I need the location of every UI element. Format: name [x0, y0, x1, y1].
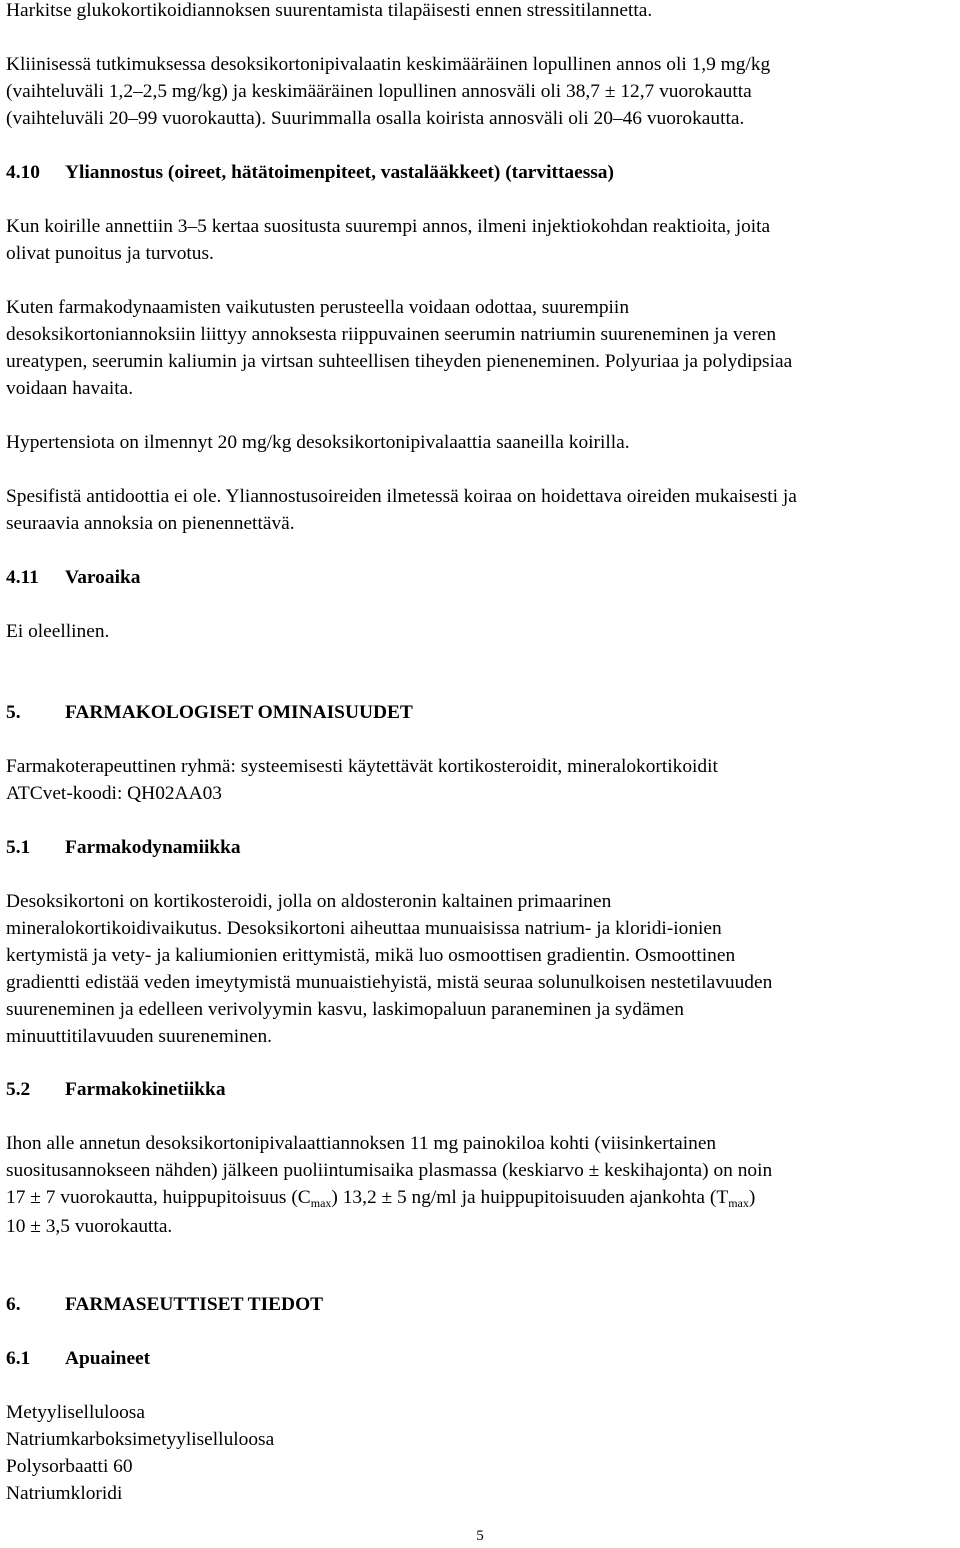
text-line: (vaihteluväli 1,2–2,5 mg/kg) ja keskimääräinen lopullinen annosväli oli 38,7 ± 12,7 vuorokautta: [6, 81, 752, 102]
section-heading-4-11: [6, 564, 960, 591]
section-number: 5.2: [6, 1079, 31, 1100]
overdose-paragraph-1: [6, 213, 960, 267]
page-number: 5: [476, 1528, 484, 1544]
text-line: suositusannokseen nähden) jälkeen puoliintumisaika plasmassa (keskiarvo ± keskihajonta) on noin: [6, 1160, 773, 1181]
section-heading-6: [6, 1291, 960, 1318]
text-line: kertymistä ja vety- ja kaliumionien erittymistä, mikä luo osmoottisen gradientin. Osmoottinen: [6, 945, 736, 966]
section-title: Varoaika: [65, 567, 141, 588]
section-title: Farmakodynamiikka: [65, 837, 241, 858]
section-number: 4.11: [6, 567, 39, 588]
overdose-paragraph-3: [6, 429, 960, 456]
section-number: 5.: [6, 702, 21, 723]
text-line: gradientti edistää veden imeytymistä munuaistiehyistä, mistä seuraa solunulkoisen nestetilavuuden: [6, 972, 773, 993]
subscript: max: [728, 1196, 749, 1210]
pharmacodynamics-paragraph: [6, 888, 960, 1050]
text-line: 10 ± 3,5 vuorokautta.: [6, 1216, 173, 1237]
section-title: Yliannostus (oireet, hätätoimenpiteet, vastalääkkeet) (tarvittaessa): [65, 162, 614, 183]
text-line: Kun koirille annettiin 3–5 kertaa suositusta suurempi annos, ilmeni injektiokohdan reaktioita, joita: [6, 216, 771, 237]
text-line: Kliinisessä tutkimuksessa desoksikortonipivalaatin keskimääräinen lopullinen annos oli 1,9 mg/kg: [6, 54, 771, 75]
text-line: ureatypen, seerumin kaliumin ja virtsan suhteellisen tiheyden pieneneminen. Polyuriaa ja polydipsiaa: [6, 351, 793, 372]
text-line: Spesifistä antidoottia ei ole. Yliannostusoireiden ilmetessä koiraa on hoidettava oireiden mukaisesti ja: [6, 486, 797, 507]
section-heading-5-2: [6, 1076, 960, 1103]
clinical-study-paragraph: [6, 51, 960, 132]
text-line: Hypertensiota on ilmennyt 20 mg/kg desoksikortonipivalaattia saaneilla koirilla.: [6, 432, 630, 453]
text-line: Harkitse glukokortikoidiannoksen suurentamista tilapäisesti ennen stressitilannetta.: [6, 0, 653, 21]
section-heading-5: [6, 699, 960, 726]
text-line: [6, 1184, 960, 1213]
overdose-paragraph-4: [6, 483, 960, 537]
list-item: Polysorbaatti 60: [6, 1456, 133, 1477]
subscript: max: [310, 1196, 332, 1210]
text-segment: ) 13,2 ± 5 ng/ml ja huippupitoisuuden ajankohta (T: [331, 1187, 729, 1208]
text-line: seuraavia annoksia on pienennettävä.: [6, 513, 295, 534]
section-number: 6.1: [6, 1348, 31, 1369]
section-title: Farmakokinetiikka: [65, 1079, 226, 1100]
list-item: Metyyliselluloosa: [6, 1402, 145, 1423]
section-number: 6.: [6, 1294, 21, 1315]
text-line: suureneminen ja edelleen verivolyymin kasvu, laskimopaluun paraneminen ja sydämen: [6, 999, 684, 1020]
text-line: Ihon alle annetun desoksikortonipivalaattiannoksen 11 mg painokiloa kohti (viisinkertainen: [6, 1133, 717, 1154]
text-line: ATCvet-koodi: QH02AA03: [6, 783, 222, 804]
overdose-paragraph-2: [6, 294, 960, 402]
text-line: (vaihteluväli 20–99 vuorokautta). Suurimmalla osalla koirista annosväli oli 20–46 vuorokautta.: [6, 108, 745, 129]
text-line: Kuten farmakodynaamisten vaikutusten perusteella voidaan odottaa, suurempiin: [6, 297, 630, 318]
text-line: Farmakoterapeuttinen ryhmä: systeemisesti käytettävät kortikosteroidit, mineralokortikoidit: [6, 756, 718, 777]
text-line: olivat punoitus ja turvotus.: [6, 243, 214, 264]
text-segment: ): [748, 1187, 756, 1208]
section-number: 5.1: [6, 837, 31, 858]
text-line: Ei oleellinen.: [6, 621, 110, 642]
section-title: Apuaineet: [65, 1348, 151, 1369]
section-heading-6-1: [6, 1345, 960, 1372]
section-number: 4.10: [6, 162, 40, 183]
intro-paragraph: [6, 0, 960, 24]
text-line: minuuttitilavuuden suureneminen.: [6, 1026, 273, 1047]
list-item: Natriumkarboksimetyyliselluloosa: [6, 1429, 275, 1450]
section-title: FARMASEUTTISET TIEDOT: [65, 1294, 324, 1315]
withdrawal-text: [6, 618, 960, 645]
text-line: desoksikortoniannoksiin liittyy annoksesta riippuvainen seerumin natriumin suureneminen ja veren: [6, 324, 777, 345]
excipients-list: [6, 1399, 960, 1507]
section-title: FARMAKOLOGISET OMINAISUUDET: [65, 702, 413, 723]
text-line: Desoksikortoni on kortikosteroidi, jolla on aldosteronin kaltainen primaarinen: [6, 891, 612, 912]
section-heading-4-10: [6, 159, 960, 186]
list-item: Natriumkloridi: [6, 1483, 123, 1504]
pharmacotherapeutic-group: [6, 753, 960, 807]
section-heading-5-1: [6, 834, 960, 861]
pharmacokinetics-paragraph: [6, 1130, 960, 1240]
text-line: mineralokortikoidivaikutus. Desoksikortoni aiheuttaa munuaisissa natrium- ja kloridi-ionien: [6, 918, 722, 939]
text-segment: 17 ± 7 vuorokautta, huippupitoisuus (C: [6, 1187, 311, 1208]
text-line: voidaan havaita.: [6, 378, 134, 399]
